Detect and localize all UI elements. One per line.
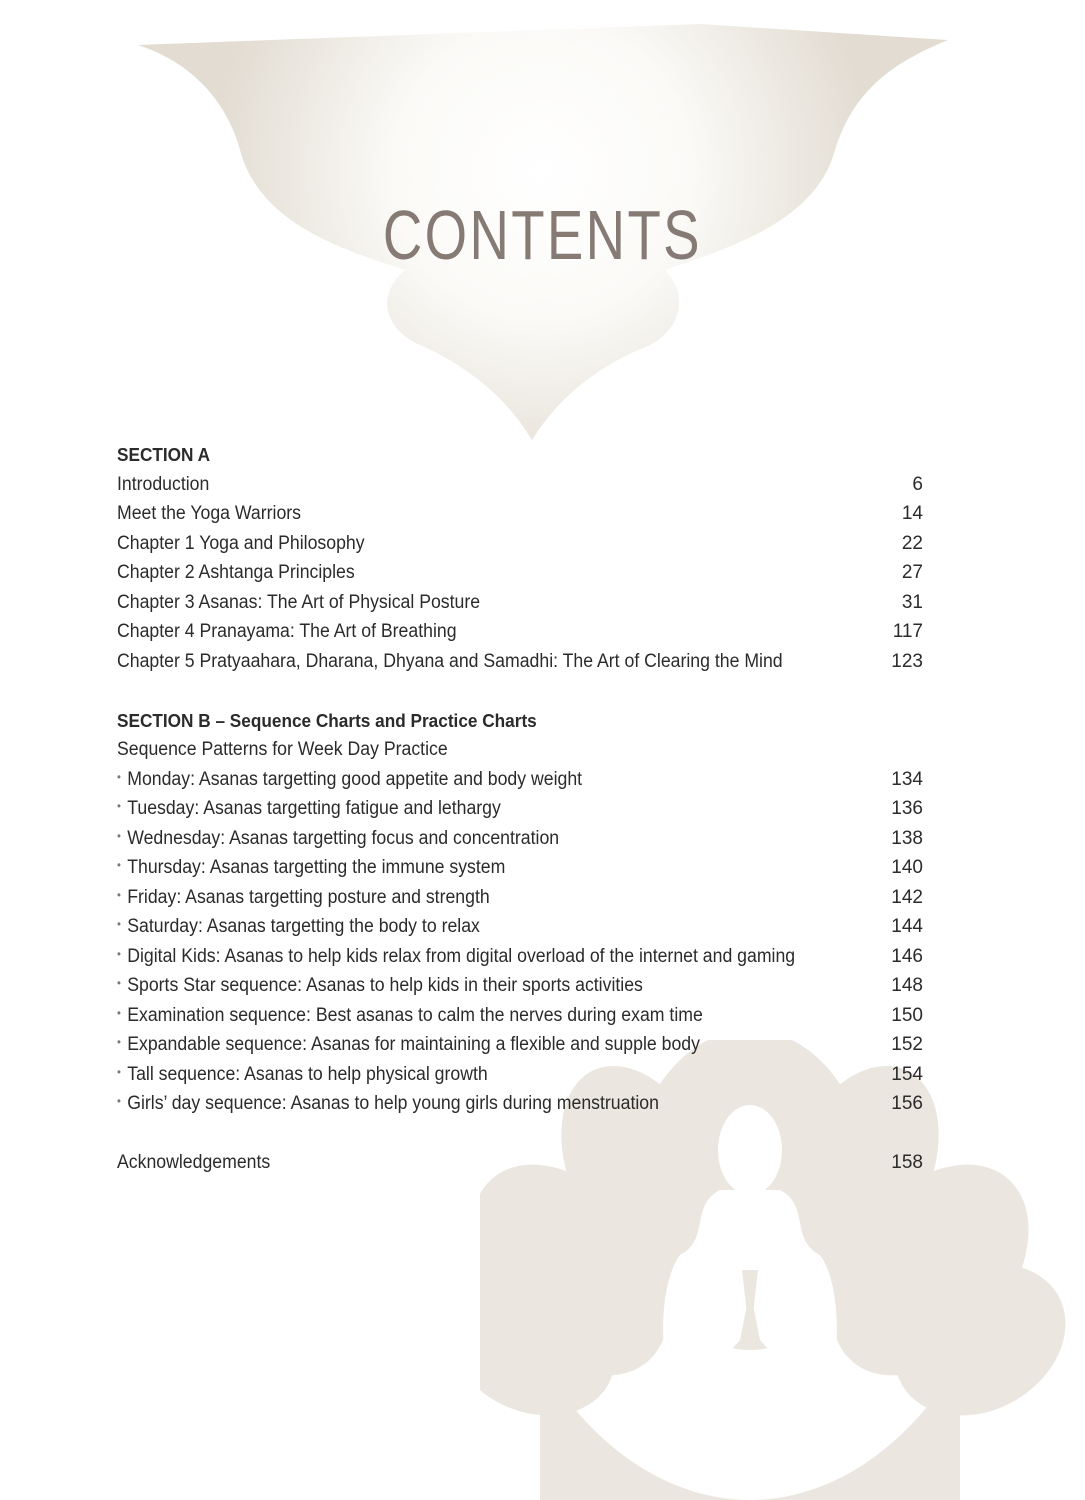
entry-label [117,558,355,588]
entry-page-number: 146 [891,945,923,967]
entry-page-number: 136 [891,798,923,819]
entry-text: Wednesday: Asanas targetting focus and concentration [127,827,560,849]
toc-entry[interactable] [117,912,923,942]
entry-label [117,794,501,824]
section-b-list [117,765,923,1119]
bullet-icon: • [117,917,121,932]
entry-page-number: 31 [901,591,923,613]
entry-text: Meet the Yoga Warriors [117,503,301,524]
entry-label [117,883,490,913]
entry-text: Expandable sequence: Asanas for maintaining a flexible and supple body [127,1034,700,1055]
toc-entry[interactable] [117,971,923,1001]
table-of-contents [117,440,923,1178]
entry-page-number: 6 [912,473,923,495]
entry-page-number: 156 [891,1093,923,1114]
entry-page-number: 22 [901,532,923,554]
entry-label [117,588,480,618]
toc-entry[interactable] [117,824,923,854]
entry-text: Chapter 4 Pranayama: The Art of Breathing [117,621,457,642]
entry-text: Saturday: Asanas targetting the body to relax [127,916,480,937]
bullet-icon: • [117,1005,121,1020]
entry-text: Tall sequence: Asanas to help physical growth [127,1063,488,1085]
entry-text: Girls’ day sequence: Asanas to help young girls during menstruation [127,1093,659,1114]
bullet-icon: • [117,1094,121,1109]
entry-label [117,1001,703,1031]
toc-entry[interactable] [117,499,923,529]
entry-label [117,971,643,1001]
entry-page-number: 154 [891,1063,923,1085]
section-a-list [117,470,923,677]
entry-text: Introduction [117,473,210,495]
entry-text: Chapter 3 Asanas: The Art of Physical Posture [117,591,481,613]
toc-entry[interactable] [117,1060,923,1090]
entry-text: Sports Star sequence: Asanas to help kids in their sports activities [127,975,643,996]
toc-entry[interactable] [117,647,923,677]
entry-label [117,1089,659,1119]
bullet-icon: • [117,1035,121,1050]
entry-label [117,853,505,883]
page-title: CONTENTS [382,196,702,274]
toc-entry[interactable] [117,470,923,500]
section-b-subheading: Sequence Patterns for Week Day Practice [117,739,448,760]
bullet-icon: • [117,858,121,873]
section-a-heading: SECTION A [117,444,211,465]
entry-text: Monday: Asanas targetting good appetite and body weight [127,768,583,790]
toc-entry[interactable] [117,558,923,588]
entry-label [117,1060,488,1090]
bullet-icon: • [117,769,121,784]
toc-entry[interactable] [117,1001,923,1031]
entry-page-number: 134 [891,768,923,790]
entry-label [117,529,365,559]
entry-label [117,499,301,529]
bullet-icon: • [117,976,121,991]
entry-label [117,1030,700,1060]
bullet-icon: • [117,799,121,814]
entry-text: Digital Kids: Asanas to help kids relax from digital overload of the internet and gaming [127,945,796,967]
entry-label: Acknowledgements [117,1152,271,1173]
toc-entry[interactable] [117,765,923,795]
entry-text: Chapter 2 Ashtanga Principles [117,562,355,583]
entry-page-number: 140 [891,857,923,878]
entry-label [117,647,783,677]
entry-page-number: 144 [891,916,923,937]
toc-entry[interactable] [117,617,923,647]
toc-entry[interactable] [117,1030,923,1060]
entry-page-number: 142 [891,886,923,908]
toc-entry[interactable] [117,853,923,883]
toc-entry[interactable] [117,883,923,913]
toc-entry[interactable] [117,942,923,972]
entry-label [117,470,209,500]
entry-text: Chapter 1 Yoga and Philosophy [117,532,365,554]
entry-text: Chapter 5 Pratyaahara, Dharana, Dhyana and Samadhi: The Art of Clearing the Mind [117,650,783,672]
entry-page-number: 150 [891,1004,923,1026]
entry-page-number: 117 [892,621,923,642]
entry-text: Examination sequence: Best asanas to calm the nerves during exam time [127,1004,703,1026]
entry-label [117,942,795,972]
entry-label [117,617,457,647]
entry-text: Tuesday: Asanas targetting fatigue and lethargy [127,798,501,819]
toc-entry[interactable] [117,794,923,824]
entry-page-number: 138 [891,827,923,849]
bullet-icon: • [117,828,121,843]
toc-entry[interactable] [117,1089,923,1119]
entry-text: Friday: Asanas targetting posture and strength [127,886,490,908]
toc-entry-acknowledgements[interactable] [117,1148,923,1178]
bullet-icon: • [117,946,121,961]
entry-page-number: 148 [891,975,923,996]
toc-entry[interactable] [117,588,923,618]
section-b-heading: SECTION B – Sequence Charts and Practice Charts [117,709,537,731]
entry-page-number: 27 [901,562,923,583]
entry-label [117,824,559,854]
bullet-icon: • [117,1064,121,1079]
entry-page-number: 152 [891,1034,923,1055]
entry-page-number: 158 [891,1152,923,1173]
entry-text: Thursday: Asanas targetting the immune system [127,857,506,878]
entry-label [117,765,582,795]
entry-page-number: 14 [901,503,923,524]
entry-label [117,912,480,942]
toc-entry[interactable] [117,529,923,559]
bullet-icon: • [117,887,121,902]
entry-page-number: 123 [891,650,923,672]
